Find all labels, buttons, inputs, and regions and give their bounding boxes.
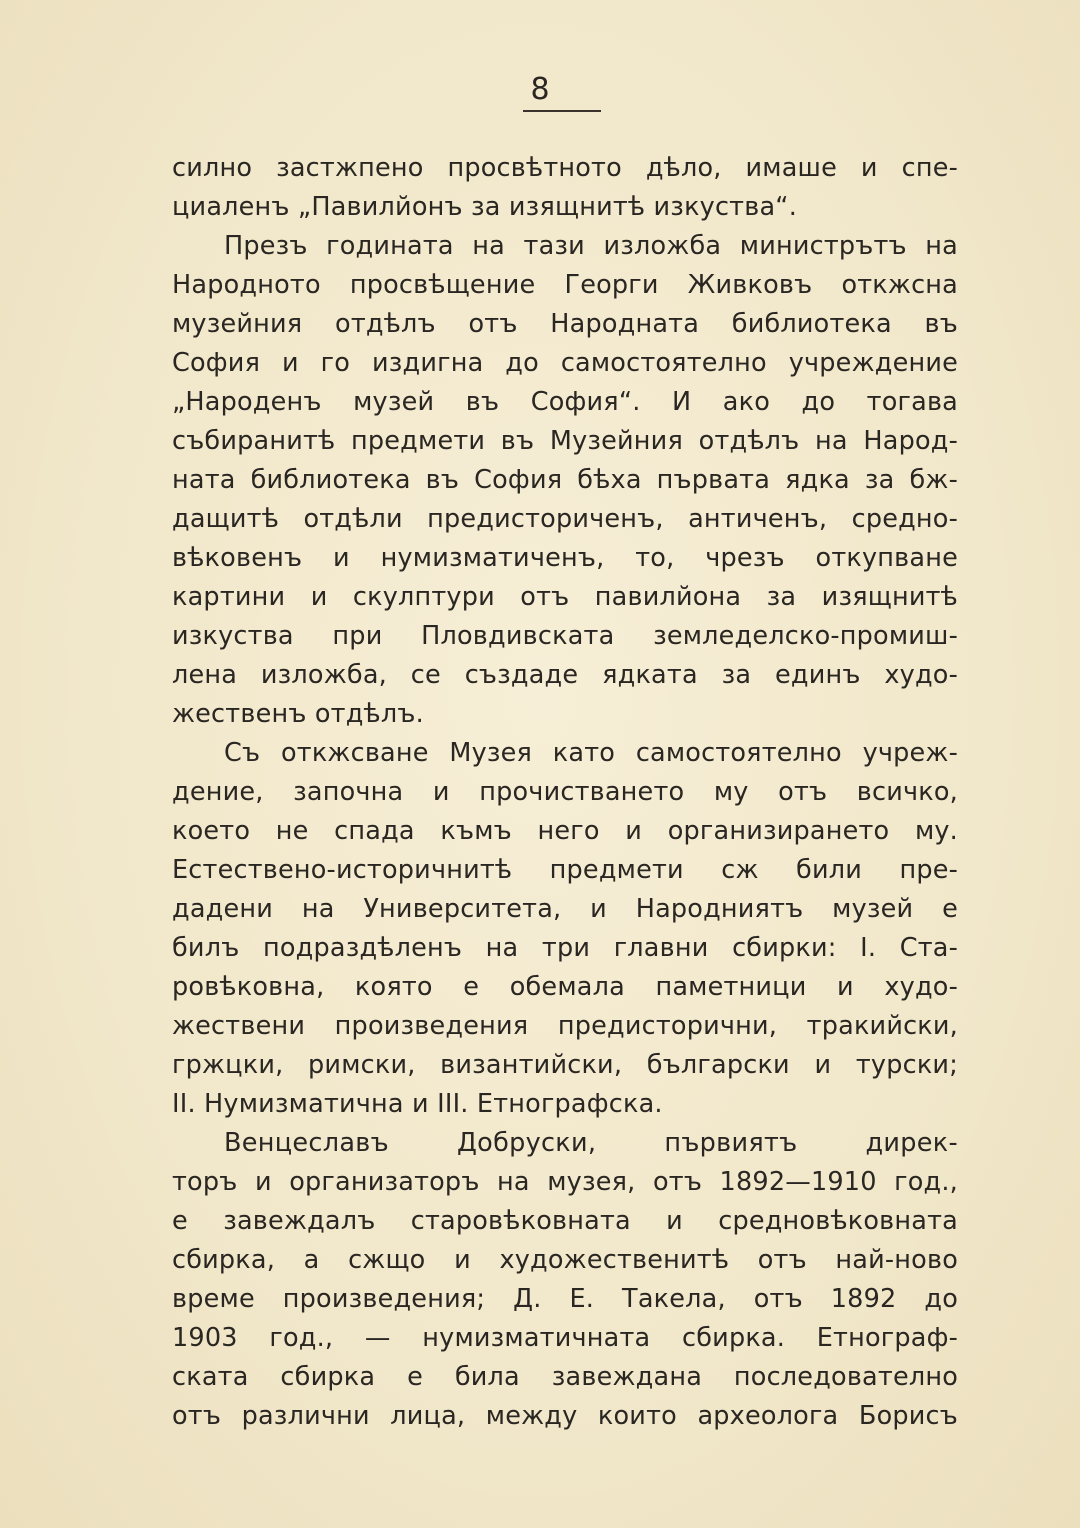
page-number: 8 [530,72,550,107]
text-line: силно застжпено просвѣтното дѣло, имаше и спе- [172,153,958,183]
text-line: ровѣковна, която е обемала паметници и худо- [172,972,958,1002]
paragraph [172,227,958,734]
text-line: Естествено-историчнитѣ предмети сж били пре- [172,855,958,885]
text-line: Презъ годината на тази изложба министрътъ на [224,231,958,261]
text-line: отъ различни лица, между които археолога Борисъ [172,1401,958,1431]
text-line: сбирка, а сжщо и художественитѣ отъ най-ново [172,1245,958,1275]
text-line: „Народенъ музей въ София“. И ако до тогава [172,387,958,417]
paragraph [172,149,958,227]
text-line: торъ и организаторъ на музея, отъ 1892—1910 год., [172,1167,958,1197]
text-line: време произведения; Д. Е. Такела, отъ 1892 до [172,1284,958,1314]
paragraph [172,1124,958,1436]
text-line: жествени произведения предисторични, тракийски, [172,1011,958,1041]
text-line: София и го издигна до самостоятелно учреждение [172,348,958,378]
text-line: лена изложба, се създаде ядката за единъ худо- [172,660,958,690]
text-line: е завеждалъ старовѣковната и средновѣковната [172,1206,958,1236]
page-number-rule [523,110,601,112]
text-line: циаленъ „Павилйонъ за изящнитѣ изкуства“. [172,192,798,222]
text-line: дение, започна и прочистването му отъ всичко, [172,777,958,807]
text-line: което не спада къмъ него и организирането му. [172,816,958,846]
text-line: Съ откжсване Музея като самостоятелно учреж- [224,738,958,768]
text-line: изкуства при Пловдивската земледелско-промиш- [172,621,958,651]
text-line: II. Нумизматична и III. Етнографска. [172,1089,663,1119]
paragraph [172,734,958,1124]
text-line: събиранитѣ предмети въ Музейния отдѣлъ на Народ- [172,426,958,456]
text-line: музейния отдѣлъ отъ Народната библиотека въ [172,309,958,339]
text-line: дащитѣ отдѣли предисториченъ, античенъ, средно- [172,504,958,534]
text-line: Венцеславъ Добруски, първиятъ дирек- [224,1128,958,1158]
text-line: вѣковенъ и нумизматиченъ, то, чрезъ откупване [172,543,958,573]
text-line: дадени на Университета, и Народниятъ музей е [172,894,958,924]
text-line: гржцки, римски, византийски, български и турски; [172,1050,958,1080]
text-line: жественъ отдѣлъ. [172,699,424,729]
text-line: картини и скулптури отъ павилйона за изящнитѣ [172,582,958,612]
text-line: билъ подраздѣленъ на три главни сбирки: I. Ста- [172,933,958,963]
text-line: Народното просвѣщение Георги Живковъ откжсна [172,270,958,300]
text-line: ната библиотека въ София бѣха първата ядка за бж- [172,465,958,495]
text-line: ската сбирка е била завеждана последователно [172,1362,958,1392]
body-text [172,149,958,1436]
text-line: 1903 год., — нумизматичната сбирка. Етнограф- [172,1323,958,1353]
